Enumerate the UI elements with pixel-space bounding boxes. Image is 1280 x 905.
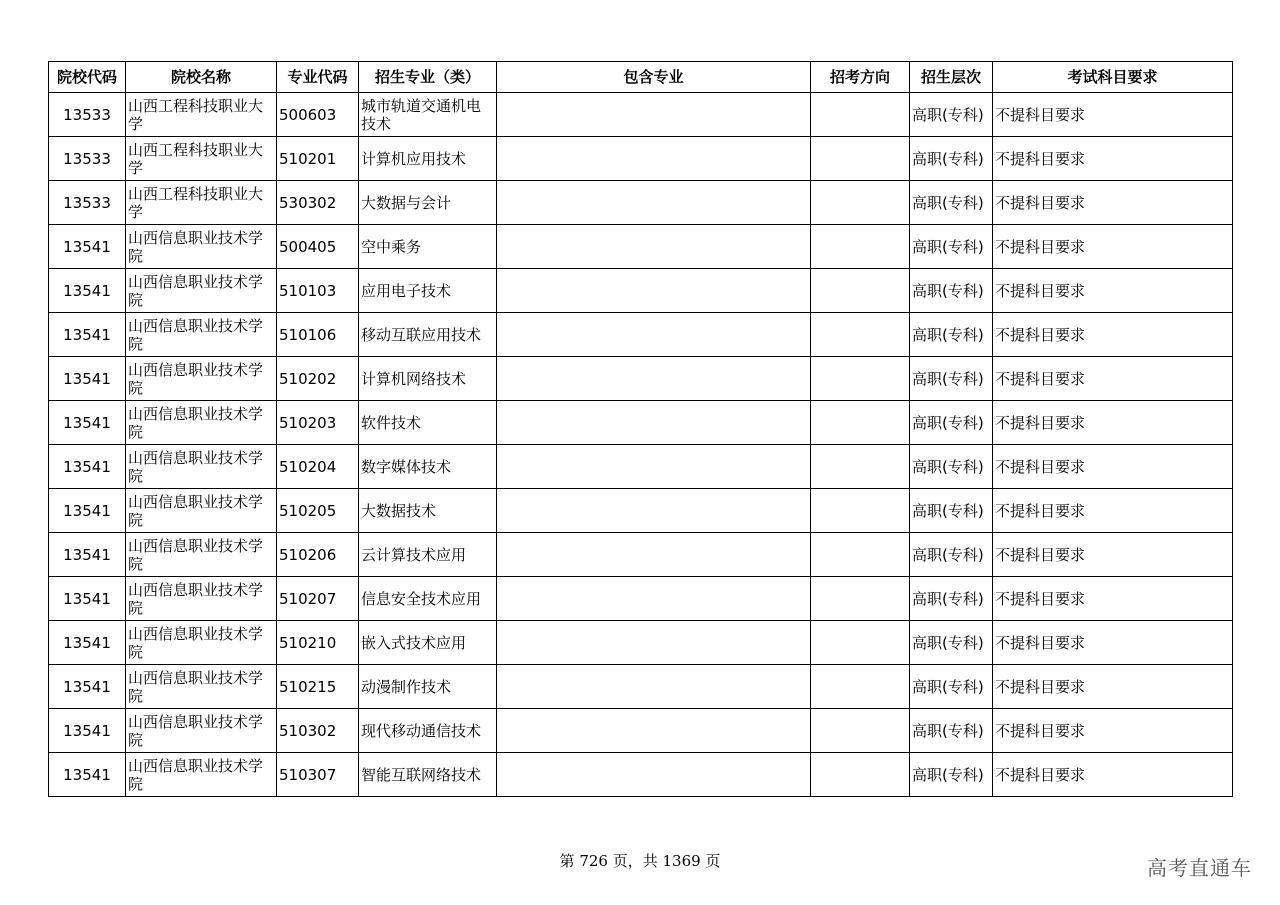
table-row xyxy=(49,137,1233,181)
level-cell: 高职(专科) xyxy=(910,93,993,137)
school-code-cell: 13541 xyxy=(49,577,126,621)
included-majors-cell xyxy=(497,753,811,797)
included-majors-cell xyxy=(497,621,811,665)
school-code-cell: 13541 xyxy=(49,357,126,401)
direction-cell xyxy=(811,533,910,577)
table-row xyxy=(49,533,1233,577)
requirement-cell: 不提科目要求 xyxy=(993,357,1233,401)
included-majors-cell xyxy=(497,577,811,621)
major-code-cell: 510207 xyxy=(277,577,359,621)
direction-cell xyxy=(811,401,910,445)
enrollment-table xyxy=(48,61,1233,797)
header-requirement: 考试科目要求 xyxy=(993,62,1233,93)
major-cell: 移动互联应用技术 xyxy=(359,313,497,357)
requirement-cell: 不提科目要求 xyxy=(993,753,1233,797)
level-cell: 高职(专科) xyxy=(910,753,993,797)
header-direction: 招考方向 xyxy=(811,62,910,93)
level-cell: 高职(专科) xyxy=(910,357,993,401)
level-cell: 高职(专科) xyxy=(910,489,993,533)
requirement-cell: 不提科目要求 xyxy=(993,401,1233,445)
major-code-cell: 510205 xyxy=(277,489,359,533)
school-code-cell: 13541 xyxy=(49,489,126,533)
major-code-cell: 510302 xyxy=(277,709,359,753)
level-cell: 高职(专科) xyxy=(910,137,993,181)
requirement-cell: 不提科目要求 xyxy=(993,489,1233,533)
level-cell: 高职(专科) xyxy=(910,709,993,753)
school-name-cell: 山西信息职业技术学院 xyxy=(126,357,277,401)
major-code-cell: 510206 xyxy=(277,533,359,577)
major-code-cell: 510215 xyxy=(277,665,359,709)
included-majors-cell xyxy=(497,445,811,489)
header-major-code: 专业代码 xyxy=(277,62,359,93)
table-row xyxy=(49,401,1233,445)
watermark: 高考直通车 xyxy=(1147,856,1252,880)
table-row xyxy=(49,753,1233,797)
table-row xyxy=(49,181,1233,225)
level-cell: 高职(专科) xyxy=(910,577,993,621)
major-code-cell: 510106 xyxy=(277,313,359,357)
major-code-cell: 510307 xyxy=(277,753,359,797)
requirement-cell: 不提科目要求 xyxy=(993,709,1233,753)
table-row xyxy=(49,577,1233,621)
school-code-cell: 13541 xyxy=(49,445,126,489)
school-name-cell: 山西信息职业技术学院 xyxy=(126,269,277,313)
requirement-cell: 不提科目要求 xyxy=(993,533,1233,577)
school-name-cell: 山西信息职业技术学院 xyxy=(126,577,277,621)
included-majors-cell xyxy=(497,93,811,137)
major-code-cell: 500405 xyxy=(277,225,359,269)
included-majors-cell xyxy=(497,489,811,533)
requirement-cell: 不提科目要求 xyxy=(993,93,1233,137)
school-name-cell: 山西信息职业技术学院 xyxy=(126,533,277,577)
requirement-cell: 不提科目要求 xyxy=(993,445,1233,489)
requirement-cell: 不提科目要求 xyxy=(993,225,1233,269)
requirement-cell: 不提科目要求 xyxy=(993,181,1233,225)
table-body xyxy=(49,93,1233,797)
school-name-cell: 山西信息职业技术学院 xyxy=(126,445,277,489)
included-majors-cell xyxy=(497,709,811,753)
direction-cell xyxy=(811,709,910,753)
included-majors-cell xyxy=(497,357,811,401)
school-name-cell: 山西信息职业技术学院 xyxy=(126,401,277,445)
direction-cell xyxy=(811,489,910,533)
school-name-cell: 山西信息职业技术学院 xyxy=(126,753,277,797)
school-name-cell: 山西工程科技职业大学 xyxy=(126,181,277,225)
school-code-cell: 13541 xyxy=(49,621,126,665)
school-code-cell: 13541 xyxy=(49,533,126,577)
major-code-cell: 510204 xyxy=(277,445,359,489)
school-name-cell: 山西工程科技职业大学 xyxy=(126,93,277,137)
table-row xyxy=(49,313,1233,357)
major-cell: 现代移动通信技术 xyxy=(359,709,497,753)
table-row xyxy=(49,225,1233,269)
major-cell: 嵌入式技术应用 xyxy=(359,621,497,665)
school-name-cell: 山西信息职业技术学院 xyxy=(126,621,277,665)
school-code-cell: 13533 xyxy=(49,93,126,137)
school-code-cell: 13541 xyxy=(49,225,126,269)
major-cell: 动漫制作技术 xyxy=(359,665,497,709)
included-majors-cell xyxy=(497,665,811,709)
major-code-cell: 530302 xyxy=(277,181,359,225)
major-cell: 计算机应用技术 xyxy=(359,137,497,181)
requirement-cell: 不提科目要求 xyxy=(993,665,1233,709)
table-row xyxy=(49,269,1233,313)
direction-cell xyxy=(811,357,910,401)
included-majors-cell xyxy=(497,269,811,313)
direction-cell xyxy=(811,577,910,621)
major-cell: 云计算技术应用 xyxy=(359,533,497,577)
level-cell: 高职(专科) xyxy=(910,621,993,665)
table-row xyxy=(49,445,1233,489)
included-majors-cell xyxy=(497,181,811,225)
direction-cell xyxy=(811,665,910,709)
school-name-cell: 山西信息职业技术学院 xyxy=(126,313,277,357)
included-majors-cell xyxy=(497,137,811,181)
major-cell: 数字媒体技术 xyxy=(359,445,497,489)
school-code-cell: 13541 xyxy=(49,665,126,709)
school-code-cell: 13541 xyxy=(49,709,126,753)
major-cell: 大数据技术 xyxy=(359,489,497,533)
school-name-cell: 山西工程科技职业大学 xyxy=(126,137,277,181)
major-cell: 信息安全技术应用 xyxy=(359,577,497,621)
table-row xyxy=(49,665,1233,709)
requirement-cell: 不提科目要求 xyxy=(993,269,1233,313)
level-cell: 高职(专科) xyxy=(910,445,993,489)
direction-cell xyxy=(811,181,910,225)
header-level: 招生层次 xyxy=(910,62,993,93)
header-major: 招生专业（类） xyxy=(359,62,497,93)
header-included-majors: 包含专业 xyxy=(497,62,811,93)
major-code-cell: 510103 xyxy=(277,269,359,313)
direction-cell xyxy=(811,313,910,357)
school-code-cell: 13541 xyxy=(49,753,126,797)
requirement-cell: 不提科目要求 xyxy=(993,621,1233,665)
requirement-cell: 不提科目要求 xyxy=(993,313,1233,357)
table-row xyxy=(49,709,1233,753)
school-code-cell: 13541 xyxy=(49,269,126,313)
header-school-code: 院校代码 xyxy=(49,62,126,93)
major-code-cell: 510201 xyxy=(277,137,359,181)
table-row xyxy=(49,489,1233,533)
school-name-cell: 山西信息职业技术学院 xyxy=(126,665,277,709)
major-cell: 空中乘务 xyxy=(359,225,497,269)
requirement-cell: 不提科目要求 xyxy=(993,137,1233,181)
included-majors-cell xyxy=(497,401,811,445)
direction-cell xyxy=(811,93,910,137)
major-cell: 大数据与会计 xyxy=(359,181,497,225)
direction-cell xyxy=(811,753,910,797)
major-cell: 计算机网络技术 xyxy=(359,357,497,401)
school-code-cell: 13533 xyxy=(49,181,126,225)
included-majors-cell xyxy=(497,225,811,269)
direction-cell xyxy=(811,621,910,665)
level-cell: 高职(专科) xyxy=(910,225,993,269)
major-cell: 软件技术 xyxy=(359,401,497,445)
page-number: 第 726 页，共 1369 页 xyxy=(559,852,721,870)
major-code-cell: 510202 xyxy=(277,357,359,401)
direction-cell xyxy=(811,269,910,313)
included-majors-cell xyxy=(497,533,811,577)
header-school-name: 院校名称 xyxy=(126,62,277,93)
school-code-cell: 13541 xyxy=(49,401,126,445)
major-code-cell: 510203 xyxy=(277,401,359,445)
requirement-cell: 不提科目要求 xyxy=(993,577,1233,621)
major-cell: 应用电子技术 xyxy=(359,269,497,313)
school-code-cell: 13541 xyxy=(49,313,126,357)
level-cell: 高职(专科) xyxy=(910,401,993,445)
direction-cell xyxy=(811,225,910,269)
direction-cell xyxy=(811,137,910,181)
major-code-cell: 510210 xyxy=(277,621,359,665)
school-code-cell: 13533 xyxy=(49,137,126,181)
level-cell: 高职(专科) xyxy=(910,665,993,709)
table-header-row xyxy=(49,62,1233,93)
level-cell: 高职(专科) xyxy=(910,313,993,357)
included-majors-cell xyxy=(497,313,811,357)
table-row xyxy=(49,621,1233,665)
direction-cell xyxy=(811,445,910,489)
table-row xyxy=(49,357,1233,401)
school-name-cell: 山西信息职业技术学院 xyxy=(126,225,277,269)
major-cell: 智能互联网络技术 xyxy=(359,753,497,797)
major-code-cell: 500603 xyxy=(277,93,359,137)
level-cell: 高职(专科) xyxy=(910,181,993,225)
level-cell: 高职(专科) xyxy=(910,533,993,577)
major-cell: 城市轨道交通机电技术 xyxy=(359,93,497,137)
level-cell: 高职(专科) xyxy=(910,269,993,313)
table-row xyxy=(49,93,1233,137)
school-name-cell: 山西信息职业技术学院 xyxy=(126,489,277,533)
school-name-cell: 山西信息职业技术学院 xyxy=(126,709,277,753)
